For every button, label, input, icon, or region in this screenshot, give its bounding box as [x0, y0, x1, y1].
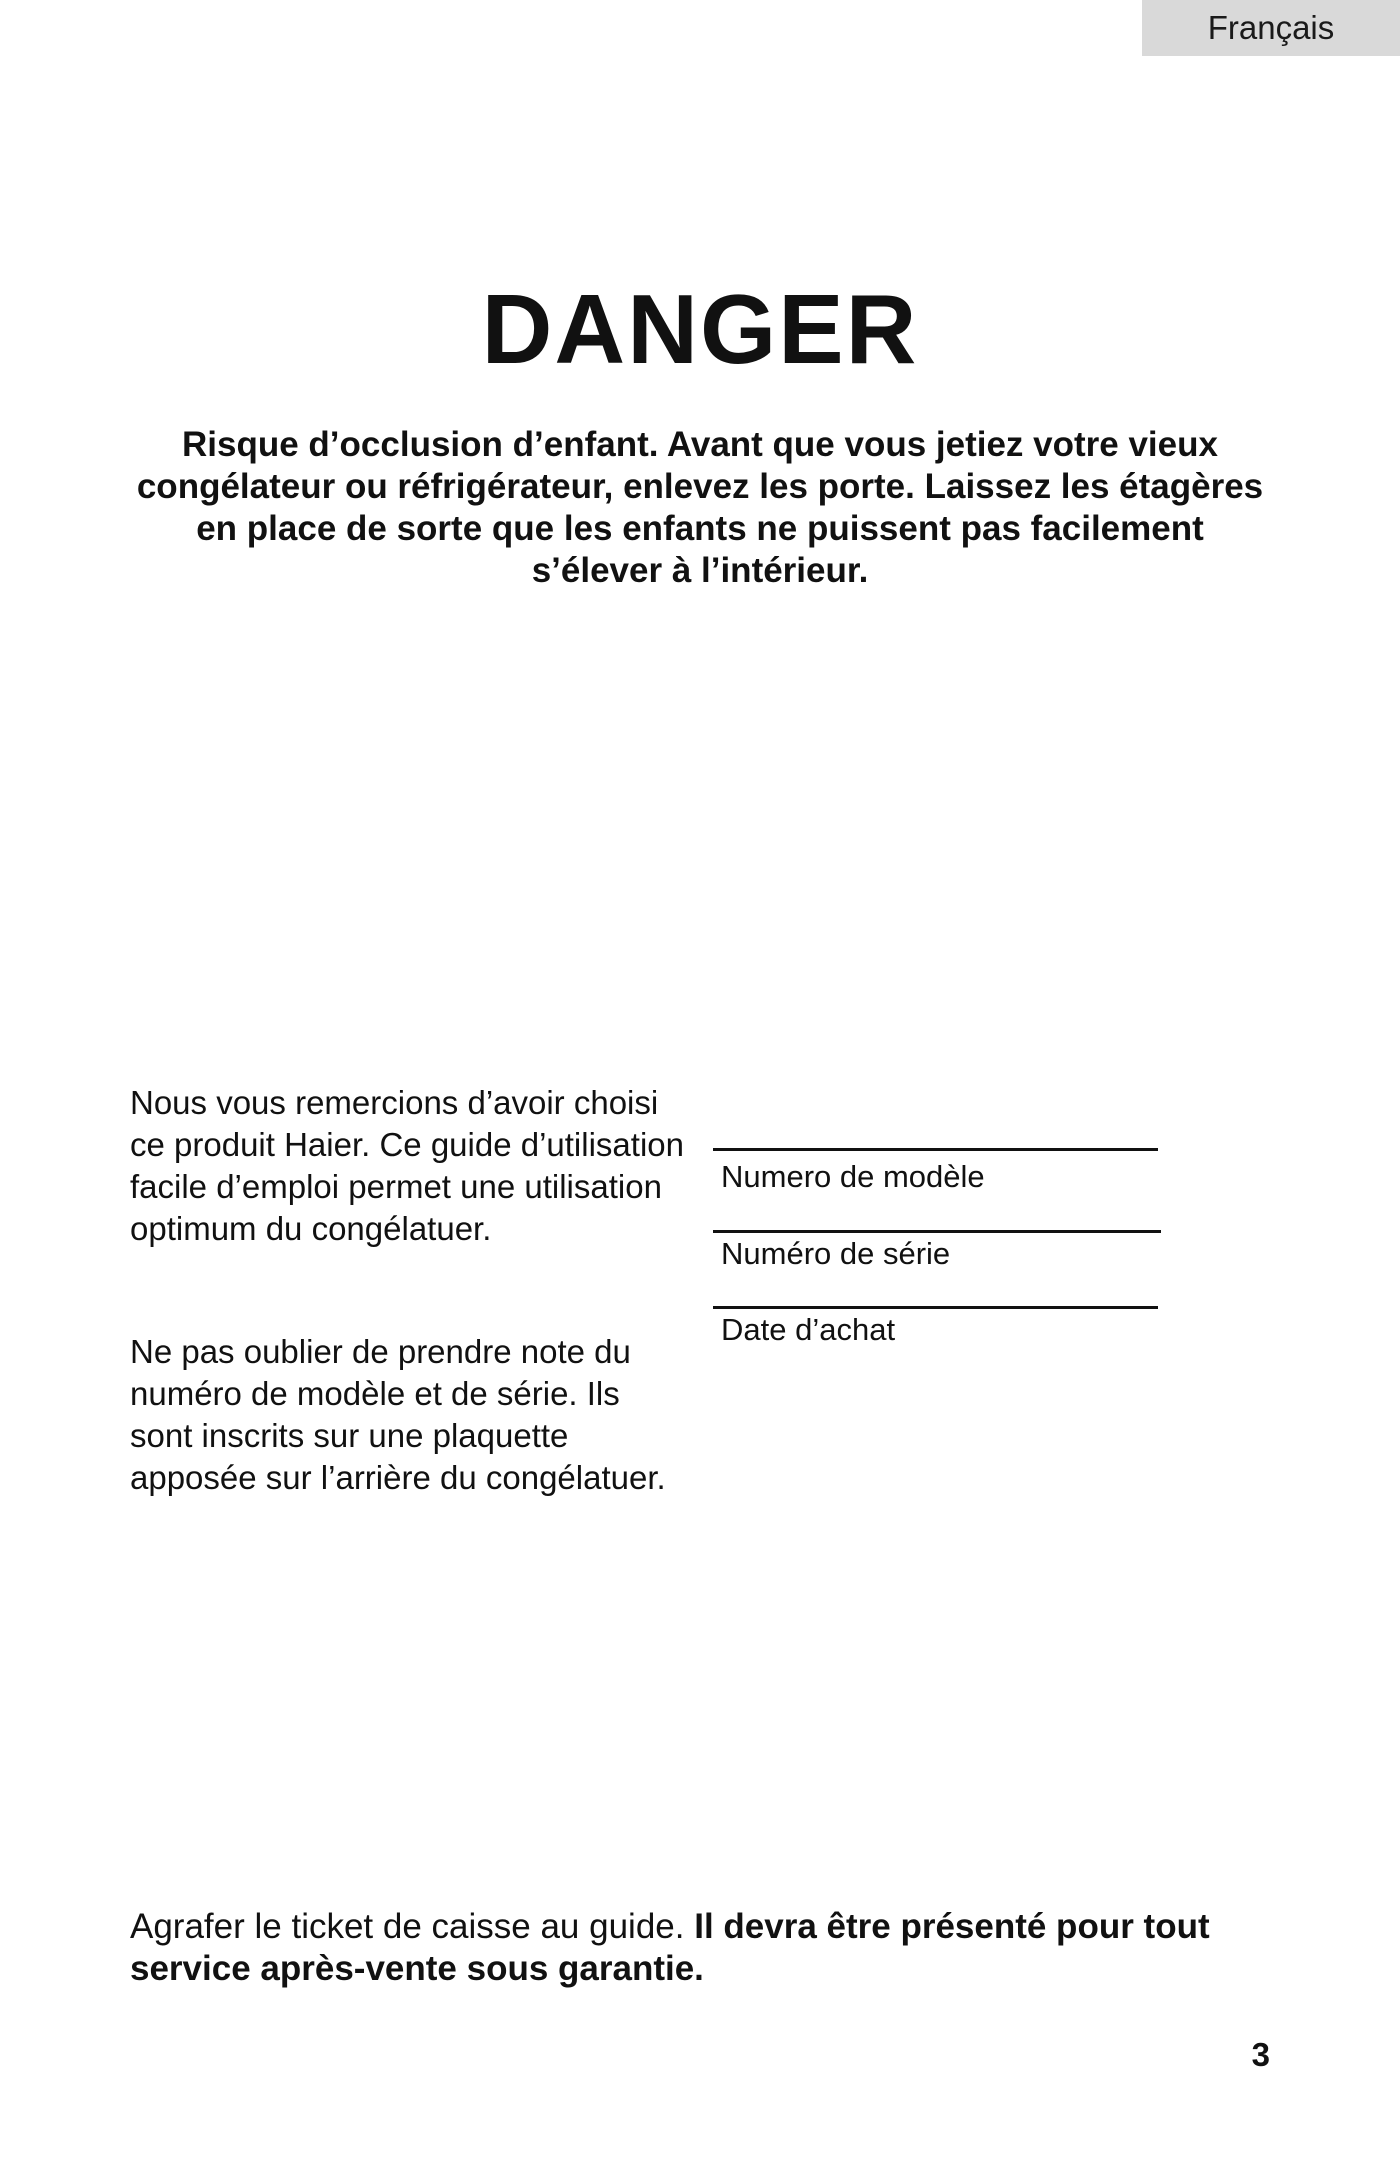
model-number-label: Numero de modèle [721, 1159, 985, 1194]
purchase-date-line [713, 1306, 1158, 1309]
danger-warning-text: Risque d’occlusion d’enfant. Avant que vous jetiez votre vieux congélateur ou réfrigérateur, enlevez les porte. Laissez les étagères en place de sorte que les enfants ne puissent pas facilement s’élever à l’intérieur. [136, 425, 1264, 590]
intro-paragraph-thanks: Nous vous remercions d’avoir choisi ce produit Haier. Ce guide d’utilisation facile d’emploi permet une utilisation optimum du congélatuer. [130, 1084, 684, 1247]
intro-paragraph-record-numbers: Ne pas oublier de prendre note du numéro de modèle et de série. Ils sont inscrits sur une plaquette apposée sur l’arrière du congélatuer. [130, 1333, 666, 1496]
model-number-line [713, 1148, 1158, 1151]
danger-title: DANGER [481, 274, 919, 384]
serial-number-line [713, 1230, 1161, 1233]
receipt-note-bold: Il devra être présenté pour tout service après-vente sous garantie. [130, 1907, 1210, 1988]
serial-number-label: Numéro de série [721, 1236, 951, 1271]
receipt-note [130, 1906, 1250, 1990]
language-tab-label: Français [1207, 9, 1335, 46]
language-tab [1142, 0, 1400, 56]
receipt-note-normal: Agrafer le ticket de caisse au guide. [130, 1907, 695, 1946]
purchase-date-label: Date d’achat [721, 1312, 896, 1347]
page-number: 3 [1251, 2036, 1270, 2073]
